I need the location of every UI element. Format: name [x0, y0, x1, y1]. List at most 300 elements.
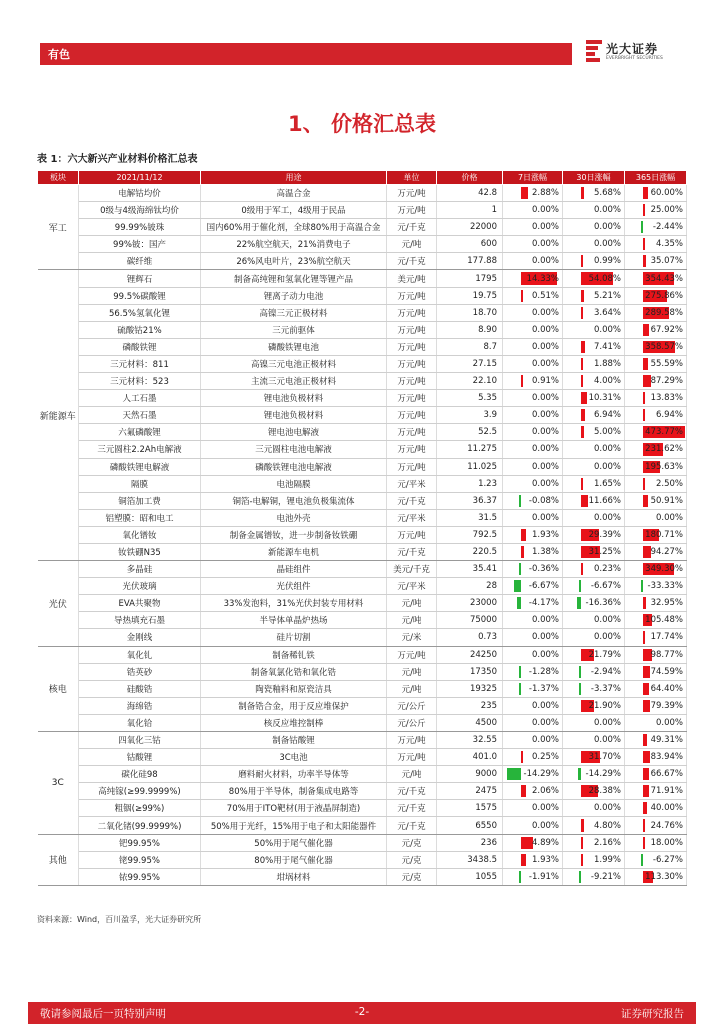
material-name-cell: 磷酸铁锂 [79, 338, 201, 355]
change-value: 0.00% [531, 324, 559, 335]
change-value: -6.27% [652, 854, 683, 865]
unit-cell: 元/千克 [387, 543, 437, 560]
change-value: 0.00% [593, 444, 621, 455]
price-cell: 28 [437, 578, 503, 595]
change-d30-cell [563, 253, 625, 270]
change-d30-cell [563, 355, 625, 372]
change-value: 11.66% [588, 495, 621, 506]
change-value: 0.00% [531, 478, 559, 489]
change-d7-cell [503, 697, 563, 714]
material-name-cell: 导热填充石墨 [79, 612, 201, 629]
unit-cell: 元/吨 [387, 680, 437, 697]
change-d7-cell [503, 338, 563, 355]
change-bar [643, 358, 648, 370]
change-d30-cell [563, 714, 625, 731]
price-cell: 11.275 [437, 441, 503, 458]
change-value: 0.91% [531, 376, 559, 387]
change-bar [581, 187, 584, 199]
unit-cell: 元/千克 [387, 817, 437, 834]
brand-logo-icon [586, 40, 602, 62]
material-use-cell: 光伏组件 [201, 578, 387, 595]
material-use-cell: 26%风电叶片，23%航空航天 [201, 253, 387, 270]
material-use-cell: 锂电池负极材料 [201, 407, 387, 424]
change-d7-cell [503, 287, 563, 304]
material-name-cell: 金刚线 [79, 629, 201, 646]
material-use-cell: 制备氧氯化锆和氧化锆 [201, 663, 387, 680]
change-value: 98.77% [650, 649, 683, 660]
change-d7-cell [503, 578, 563, 595]
table-row [38, 407, 687, 424]
price-cell: 1795 [437, 270, 503, 287]
material-name-cell: 钴酸锂 [79, 749, 201, 766]
change-d7-cell [503, 817, 563, 834]
material-use-cell: 0级用于军工，4级用于民品 [201, 202, 387, 219]
change-bar [517, 597, 521, 609]
change-value: 3.64% [593, 307, 621, 318]
change-d365-cell [625, 783, 687, 800]
change-d30-cell [563, 390, 625, 407]
change-value: 6.94% [655, 410, 683, 421]
unit-cell: 元/吨 [387, 612, 437, 629]
change-value: 0.00% [531, 700, 559, 711]
unit-cell: 美元/吨 [387, 270, 437, 287]
change-value: 0.25% [531, 752, 559, 763]
change-value: 74.59% [650, 666, 683, 677]
material-name-cell: 56.5%氢氧化锂 [79, 304, 201, 321]
unit-cell: 万元/吨 [387, 749, 437, 766]
change-value: 13.83% [650, 393, 683, 404]
change-value: 4.89% [531, 837, 559, 848]
table-row [38, 424, 687, 441]
change-value: 275.86% [645, 290, 683, 301]
change-bar [643, 837, 645, 849]
price-cell: 19325 [437, 680, 503, 697]
change-d365-cell [625, 543, 687, 560]
table-row [38, 663, 687, 680]
change-value: 5.00% [593, 427, 621, 438]
change-d365-cell [625, 766, 687, 783]
material-name-cell: 硅酸锆 [79, 680, 201, 697]
material-name-cell: 粗铟(≥99%) [79, 800, 201, 817]
price-cell: 22000 [437, 219, 503, 236]
change-bar [579, 871, 581, 883]
change-d30-cell [563, 202, 625, 219]
change-value: 0.00% [531, 341, 559, 352]
material-name-cell: 铱99.95% [79, 868, 201, 885]
change-d30-cell [563, 492, 625, 509]
material-name-cell: 铑99.95% [79, 851, 201, 868]
change-value: 28.38% [588, 786, 621, 797]
change-d365-cell [625, 424, 687, 441]
unit-cell: 万元/吨 [387, 646, 437, 663]
change-bar [643, 700, 650, 712]
material-use-cell: 高镍三元正极材料 [201, 304, 387, 321]
unit-cell: 万元/吨 [387, 202, 437, 219]
material-use-cell: 国内60%用于催化剂，全球80%用于高温合金 [201, 219, 387, 236]
change-bar [641, 854, 643, 866]
material-use-cell: 制备钴酸锂 [201, 732, 387, 749]
change-d7-cell [503, 800, 563, 817]
change-bar [581, 255, 583, 267]
price-cell: 1.23 [437, 475, 503, 492]
change-d7-cell [503, 270, 563, 287]
change-value: 0.51% [531, 290, 559, 301]
change-bar [581, 409, 585, 421]
material-use-cell: 三元前驱体 [201, 321, 387, 338]
unit-cell: 元/千克 [387, 800, 437, 817]
material-use-cell: 制备金属镨钕，进一步制备钕铁硼 [201, 526, 387, 543]
change-d7-cell [503, 766, 563, 783]
change-bar [521, 751, 523, 763]
change-d30-cell [563, 509, 625, 526]
change-bar [643, 409, 645, 421]
column-header: 价格 [437, 171, 503, 185]
change-bar [643, 666, 650, 678]
unit-cell: 元/吨 [387, 595, 437, 612]
change-value: 24.76% [650, 820, 683, 831]
change-d7-cell [503, 458, 563, 475]
price-cell: 75000 [437, 612, 503, 629]
footer-report-type: 证券研究报告 [621, 1008, 684, 1020]
table-row [38, 868, 687, 885]
material-use-cell: 核反应堆控制棒 [201, 714, 387, 731]
material-use-cell: 50%用于尾气催化器 [201, 834, 387, 851]
unit-cell: 万元/吨 [387, 390, 437, 407]
change-value: -9.21% [590, 871, 621, 882]
change-d7-cell [503, 834, 563, 851]
change-bar [643, 255, 646, 267]
change-d7-cell [503, 612, 563, 629]
material-name-cell: 三元材料：523 [79, 373, 201, 390]
change-bar [643, 324, 649, 336]
change-value: 0.00% [531, 256, 559, 267]
change-d365-cell [625, 851, 687, 868]
brand-name-en: EVERBRIGHT SECURITIES [606, 56, 663, 61]
change-bar [521, 785, 526, 797]
unit-cell: 万元/吨 [387, 321, 437, 338]
change-value: 0.00% [531, 632, 559, 643]
change-d7-cell [503, 253, 563, 270]
change-d7-cell [503, 321, 563, 338]
change-value: 0.00% [531, 512, 559, 523]
unit-cell: 万元/吨 [387, 185, 437, 202]
change-d365-cell [625, 475, 687, 492]
change-bar [581, 290, 584, 302]
change-value: 14.33% [526, 273, 559, 284]
change-d7-cell [503, 236, 563, 253]
unit-cell: 元/克 [387, 834, 437, 851]
change-d7-cell [503, 407, 563, 424]
unit-cell: 万元/吨 [387, 732, 437, 749]
table-row [38, 526, 687, 543]
change-d7-cell [503, 185, 563, 202]
change-d30-cell [563, 321, 625, 338]
table-row [38, 253, 687, 270]
change-value: 0.00% [531, 205, 559, 216]
change-bar [643, 187, 648, 199]
material-use-cell: 高温合金 [201, 185, 387, 202]
change-value: 67.92% [650, 324, 683, 335]
unit-cell: 万元/吨 [387, 338, 437, 355]
price-cell: 1575 [437, 800, 503, 817]
change-d365-cell [625, 270, 687, 287]
price-cell: 1 [437, 202, 503, 219]
unit-cell: 美元/千克 [387, 561, 437, 578]
change-d7-cell [503, 202, 563, 219]
change-value: 6.94% [593, 410, 621, 421]
change-value: 50.91% [650, 495, 683, 506]
change-value: 55.59% [650, 358, 683, 369]
table-row [38, 492, 687, 509]
material-use-cell: 制备锆合金，用于反应堆保护 [201, 697, 387, 714]
change-d7-cell [503, 680, 563, 697]
change-value: 17.74% [650, 632, 683, 643]
price-cell: 220.5 [437, 543, 503, 560]
change-bar [581, 307, 583, 319]
table-row [38, 817, 687, 834]
change-d7-cell [503, 732, 563, 749]
change-bar [521, 854, 526, 866]
material-name-cell: 四氧化三钴 [79, 732, 201, 749]
material-use-cell: 制备稀钆铁 [201, 646, 387, 663]
change-value: 349.30% [645, 564, 683, 575]
change-d365-cell [625, 509, 687, 526]
change-value: 1.93% [531, 529, 559, 540]
column-header: 单位 [387, 171, 437, 185]
change-value: 0.00% [531, 239, 559, 250]
change-d7-cell [503, 749, 563, 766]
change-value: 113.30% [645, 871, 683, 882]
change-bar [581, 375, 583, 387]
change-bar [643, 375, 651, 387]
material-use-cell: 新能源车电机 [201, 543, 387, 560]
material-name-cell: 锂辉石 [79, 270, 201, 287]
change-bar [578, 768, 581, 780]
change-d7-cell [503, 646, 563, 663]
column-header: 用途 [201, 171, 387, 185]
change-d7-cell [503, 475, 563, 492]
unit-cell: 万元/吨 [387, 373, 437, 390]
change-bar [581, 392, 587, 404]
section-tag-bar [40, 43, 572, 65]
change-bar [581, 495, 588, 507]
change-d365-cell [625, 697, 687, 714]
brand-logo [586, 38, 686, 68]
table-row [38, 783, 687, 800]
material-name-cell: 天然石墨 [79, 407, 201, 424]
change-value: -6.67% [528, 581, 559, 592]
column-header: 板块 [38, 171, 79, 185]
material-name-cell: 氧化钆 [79, 646, 201, 663]
change-d30-cell [563, 783, 625, 800]
change-bar [643, 768, 649, 780]
table-row [38, 595, 687, 612]
change-bar [519, 495, 521, 507]
change-d365-cell [625, 390, 687, 407]
change-d7-cell [503, 783, 563, 800]
table-row [38, 458, 687, 475]
change-value: 0.23% [593, 564, 621, 575]
sector-cell: 3C [38, 732, 79, 835]
change-value: 0.00% [531, 222, 559, 233]
change-value: 0.00% [531, 615, 559, 626]
change-value: 2.88% [531, 188, 559, 199]
change-value: 180.71% [645, 529, 683, 540]
change-d365-cell [625, 202, 687, 219]
change-value: 66.67% [650, 769, 683, 780]
change-d365-cell [625, 612, 687, 629]
unit-cell: 元/平米 [387, 509, 437, 526]
price-cell: 1055 [437, 868, 503, 885]
change-bar [579, 580, 581, 592]
change-bar [643, 819, 645, 831]
change-bar [643, 751, 650, 763]
material-name-cell: 钕铁硼N35 [79, 543, 201, 560]
price-cell: 52.5 [437, 424, 503, 441]
table-row [38, 304, 687, 321]
change-d7-cell [503, 219, 563, 236]
change-d365-cell [625, 714, 687, 731]
change-value: 0.00% [593, 717, 621, 728]
change-value: 49.31% [650, 735, 683, 746]
sector-cell: 军工 [38, 185, 79, 270]
page-title: 1、 价格汇总表 [288, 112, 436, 136]
price-cell: 27.15 [437, 355, 503, 372]
material-use-cell: 晶硅组件 [201, 561, 387, 578]
sector-cell: 光伏 [38, 561, 79, 646]
material-use-cell: 70%用于ITO靶材(用于液晶屏制造) [201, 800, 387, 817]
change-d30-cell [563, 663, 625, 680]
change-d30-cell [563, 817, 625, 834]
price-cell: 6550 [437, 817, 503, 834]
material-use-cell: 铜箔-电解铜，锂电池负极集流体 [201, 492, 387, 509]
material-name-cell: 海绵锆 [79, 697, 201, 714]
unit-cell: 元/千克 [387, 219, 437, 236]
change-value: 21.79% [588, 649, 621, 660]
change-value: 94.27% [650, 547, 683, 558]
change-bar [519, 666, 521, 678]
material-name-cell: 铝塑膜：昭和电工 [79, 509, 201, 526]
material-name-cell: 人工石墨 [79, 390, 201, 407]
table-row [38, 287, 687, 304]
unit-cell: 元/千克 [387, 253, 437, 270]
change-value: 0.00% [593, 735, 621, 746]
table-row [38, 236, 687, 253]
price-cell: 177.88 [437, 253, 503, 270]
price-cell: 235 [437, 697, 503, 714]
change-d7-cell [503, 441, 563, 458]
change-d30-cell [563, 475, 625, 492]
change-value: 0.00% [593, 239, 621, 250]
material-name-cell: 99.5%碳酸锂 [79, 287, 201, 304]
unit-cell: 元/米 [387, 629, 437, 646]
material-name-cell: 钯99.95% [79, 834, 201, 851]
change-value: 79.39% [650, 700, 683, 711]
price-summary-table [37, 170, 687, 886]
change-value: 0.00% [531, 461, 559, 472]
change-d30-cell [563, 749, 625, 766]
material-use-cell: 磷酸铁锂电池电解液 [201, 458, 387, 475]
change-value: -14.29% [585, 769, 621, 780]
unit-cell: 元/吨 [387, 236, 437, 253]
change-d7-cell [503, 851, 563, 868]
change-value: 1.88% [593, 358, 621, 369]
table-row [38, 390, 687, 407]
price-cell: 32.55 [437, 732, 503, 749]
change-value: 1.99% [593, 854, 621, 865]
price-cell: 24250 [437, 646, 503, 663]
table-row [38, 270, 687, 287]
change-bar [521, 375, 523, 387]
material-use-cell: 33%发泡料，31%光伏封装专用材料 [201, 595, 387, 612]
change-d7-cell [503, 526, 563, 543]
change-value: 0.00% [531, 358, 559, 369]
change-value: 0.00% [531, 393, 559, 404]
change-value: 0.00% [593, 632, 621, 643]
material-use-cell: 锂离子动力电池 [201, 287, 387, 304]
material-name-cell: 0级与4级海绵钛均价 [79, 202, 201, 219]
table-row [38, 441, 687, 458]
section-tag: 有色 [48, 48, 70, 61]
material-use-cell: 50%用于光纤，15%用于电子和太阳能器件 [201, 817, 387, 834]
source-note: 资料来源：Wind，百川盈孚，光大证券研究所 [37, 915, 202, 924]
change-d7-cell [503, 373, 563, 390]
unit-cell: 元/吨 [387, 663, 437, 680]
change-d30-cell [563, 219, 625, 236]
price-cell: 8.90 [437, 321, 503, 338]
material-use-cell: 22%航空航天，21%消费电子 [201, 236, 387, 253]
price-cell: 19.75 [437, 287, 503, 304]
change-value: 83.94% [650, 752, 683, 763]
change-value: 54.08% [588, 273, 621, 284]
change-value: 71.91% [650, 786, 683, 797]
change-value: 10.31% [588, 393, 621, 404]
material-use-cell: 锂电池负极材料 [201, 390, 387, 407]
material-use-cell: 电池隔膜 [201, 475, 387, 492]
sector-cell: 核电 [38, 646, 79, 731]
change-d7-cell [503, 509, 563, 526]
change-bar [643, 392, 645, 404]
change-value: 0.00% [593, 324, 621, 335]
table-row [38, 475, 687, 492]
change-bar [581, 426, 584, 438]
change-d365-cell [625, 526, 687, 543]
change-value: 35.07% [650, 256, 683, 267]
change-value: -2.94% [590, 666, 621, 677]
material-use-cell: 锂电池电解液 [201, 424, 387, 441]
change-value: 0.00% [593, 512, 621, 523]
change-bar [519, 871, 521, 883]
change-value: 354.43% [645, 273, 683, 284]
change-bar [643, 597, 646, 609]
change-d30-cell [563, 697, 625, 714]
material-use-cell: 电池外壳 [201, 509, 387, 526]
material-use-cell: 半导体单晶炉热场 [201, 612, 387, 629]
unit-cell: 万元/吨 [387, 407, 437, 424]
change-bar [641, 580, 643, 592]
change-bar [581, 478, 583, 490]
change-value: 4.80% [593, 820, 621, 831]
change-bar [581, 563, 583, 575]
change-value: 358.57% [645, 341, 683, 352]
change-bar [519, 683, 521, 695]
change-value: 87.29% [650, 376, 683, 387]
unit-cell: 元/公斤 [387, 714, 437, 731]
table-row [38, 509, 687, 526]
table-row [38, 697, 687, 714]
material-use-cell: 磷酸铁锂电池 [201, 338, 387, 355]
change-bar [519, 563, 521, 575]
